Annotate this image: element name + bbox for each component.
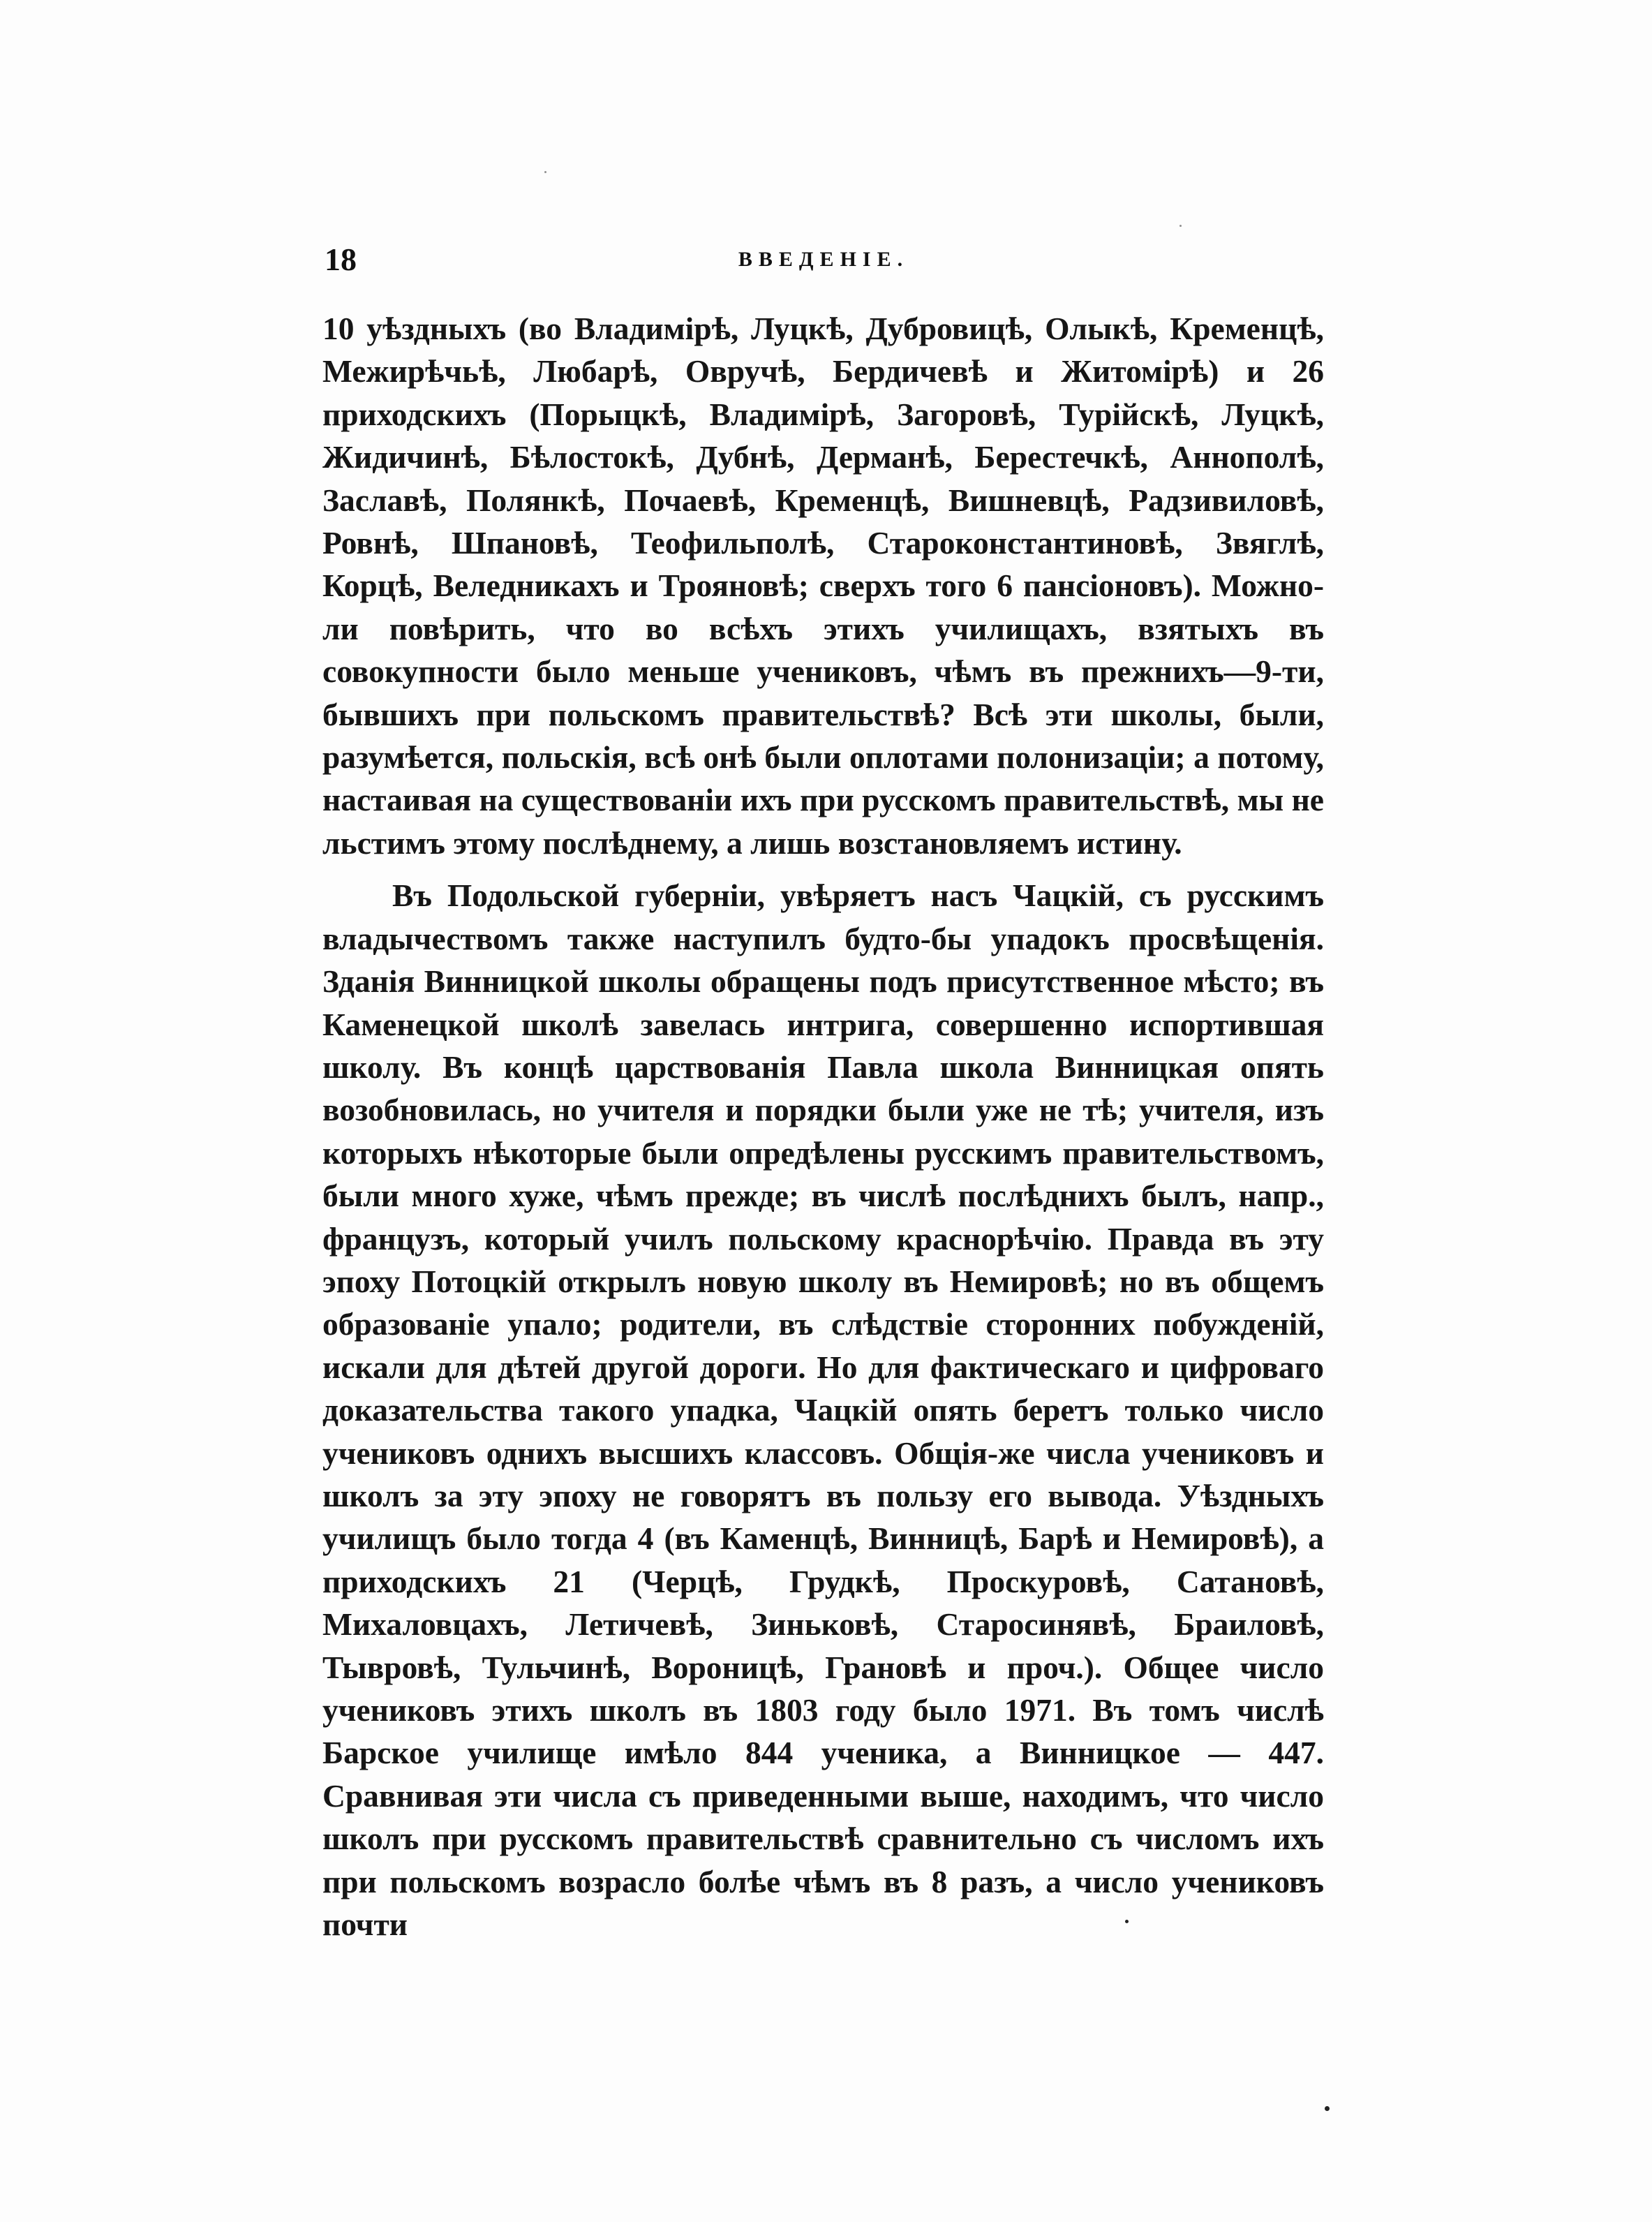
scan-speck	[1325, 2106, 1330, 2111]
scan-speck	[1180, 225, 1182, 227]
scan-speck	[544, 171, 546, 173]
body-text	[322, 307, 1324, 1946]
paragraph-2: Въ Подольской губерніи, увѣряетъ насъ Чацкій, съ русскимъ владычествомъ также наступилъ будто-бы упадокъ просвѣщенія. Зданія Винницкой школы обращены подъ присутственное мѣсто; въ Каменецкой школѣ завелась интрига, совершенно испортившая школу. Въ концѣ царствованія Павла школа Винницкая опять возобновилась, но учителя и порядки были уже не тѣ; учителя, изъ которыхъ нѣкоторые были опредѣлены русскимъ правительствомъ, были много хуже, чѣмъ прежде; въ числѣ послѣднихъ былъ, напр., французъ, который училъ польскому краснорѣчію. Правда въ эту эпоху Потоцкій открылъ новую школу въ Немировѣ; но въ общемъ образованіе упало; родители, въ слѣдствіе сторонних побужденій, искали для дѣтей другой дороги. Но для фактическаго и цифроваго доказательства такого упадка, Чацкій опять беретъ только число учениковъ однихъ высшихъ классовъ. Общія-же числа учениковъ и школъ за эту эпоху не говорятъ въ пользу его вывода. Уѣздныхъ училищъ было тогда 4 (въ Каменцѣ, Винницѣ, Барѣ и Немировѣ), а приходскихъ 21 (Черцѣ, Грудкѣ, Проскуровѣ, Сатановѣ, Михаловцахъ, Летичевѣ, Зиньковѣ, Старосинявѣ, Браиловѣ, Тывровѣ, Тульчинѣ, Вороницѣ, Грановѣ и проч.). Общее число учениковъ этихъ школъ въ 1803 году было 1971. Въ томъ числѣ Барское училище имѣло 844 ученика, а Винницкое — 447. Сравнивая эти числа съ приведенными выше, находимъ, что число школъ при русскомъ правительствѣ сравнительно съ числомъ ихъ при польскомъ возрасло болѣе чѣмъ въ 8 разъ, а число учениковъ почти	[322, 877, 1324, 1943]
running-title: ВВЕДЕНІЕ.	[738, 248, 909, 271]
page-number: 18	[325, 242, 357, 277]
paragraph-1: 10 уѣздныхъ (во Владимірѣ, Луцкѣ, Дубровицѣ, Олыкѣ, Кременцѣ, Межирѣчьѣ, Любарѣ, Овручѣ, Бердичевѣ и Житомірѣ) и 26 приходскихъ (Порыцкѣ, Владимірѣ, Загоровѣ, Турійскѣ, Луцкѣ, Жидичинѣ, Бѣлостокѣ, Дубнѣ, Дерманѣ, Берестечкѣ, Аннополѣ, Заславѣ, Полянкѣ, Почаевѣ, Кременцѣ, Вишневцѣ, Радзивиловѣ, Ровнѣ, Шпановѣ, Теофильполѣ, Староконстантиновѣ, Звяглѣ, Корцѣ, Веледникахъ и Трояновѣ; сверхъ того 6 пансіоновъ). Можно-ли повѣрить, что во всѣхъ этихъ училищахъ, взятыхъ въ совокупности было меньше учениковъ, чѣмъ въ прежнихъ—9-ти, бывшихъ при польскомъ правительствѣ? Всѣ эти школы, были, разумѣется, польскія, всѣ онѣ были оплотами полонизаціи; а потому, настаивая на существованіи ихъ при русскомъ правительствѣ, мы не льстимъ этому послѣднему, а лишь возстановляемъ истину.	[322, 311, 1324, 861]
page-header	[325, 241, 1323, 283]
scan-speck	[1125, 1920, 1129, 1923]
